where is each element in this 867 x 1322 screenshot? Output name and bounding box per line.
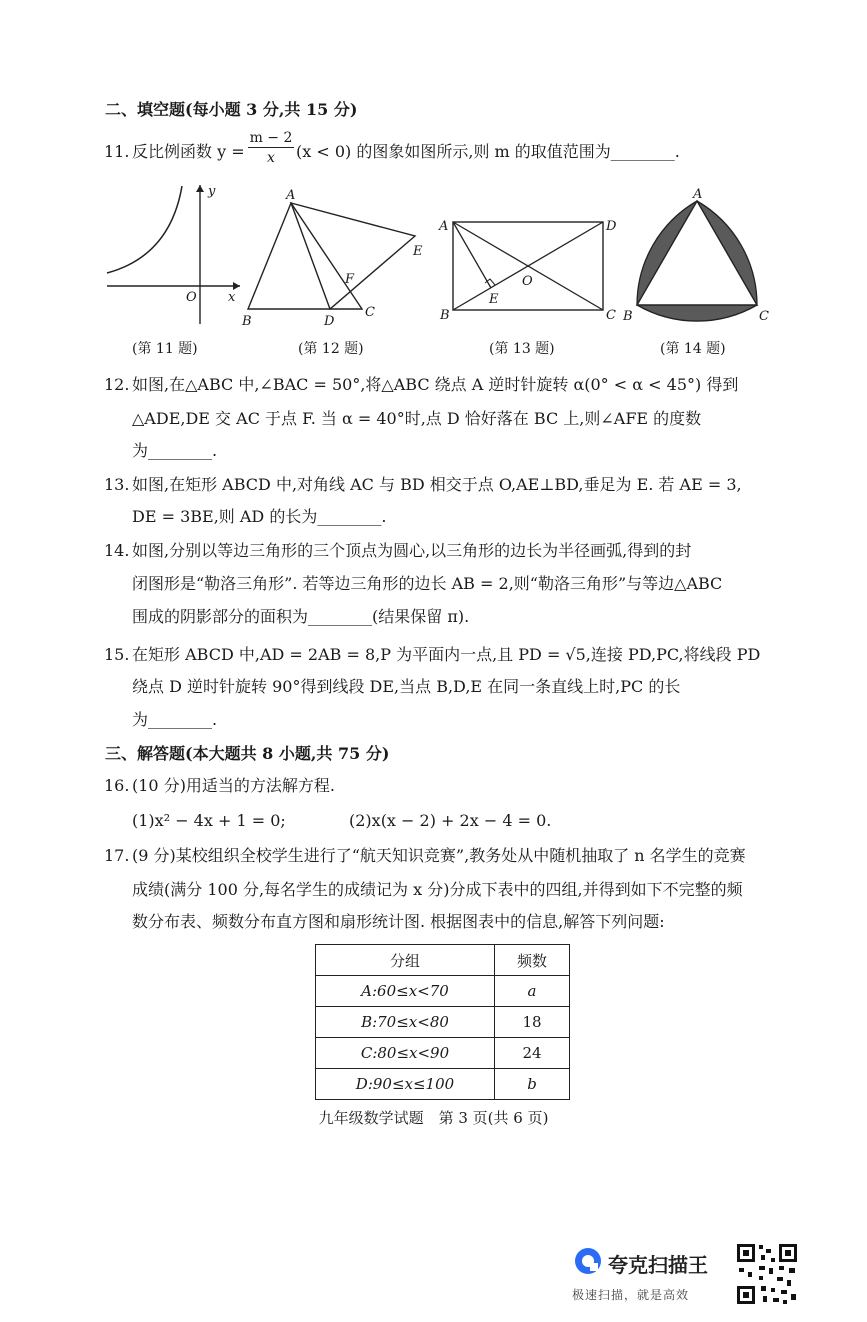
question-11-text-after: (x < 0) 的图象如图所示,则 m 的取值范围为________. (296, 142, 680, 161)
fig12-label-b: B (242, 314, 252, 329)
section-heading-fill-in: 二、填空题(每小题 3 分,共 15 分) (105, 100, 358, 119)
scanner-slogan: 极速扫描，就是高效 (572, 1288, 690, 1302)
question-17-line-3: 数分布表、频数分布直方图和扇形统计图. 根据图表中的信息,解答下列问题: (132, 912, 665, 931)
fig12-label-f: F (345, 272, 355, 287)
question-16-part-1: (1)x² − 4x + 1 = 0; (132, 811, 286, 830)
question-12-line-1: 如图,在△ABC 中,∠BAC = 50°,将△ABC 绕点 A 逆时针旋转 α(0° < α < 45°) 得到 (132, 375, 739, 394)
fig12-label-a: A (286, 188, 296, 203)
fig11-label-o: O (186, 290, 197, 305)
caption-figure-12: (第 12 题) (298, 341, 364, 357)
question-number-17: 17. (104, 846, 130, 865)
table-cell-frequency: 18 (495, 1007, 570, 1038)
question-14-line-1: 如图,分别以等边三角形的三个顶点为圆心,以三角形的边长为半径画弧,得到的封 (132, 541, 692, 560)
question-number-15: 15. (104, 645, 130, 664)
question-12-line-2: △ADE,DE 交 AC 于点 F. 当 α = 40°时,点 D 恰好落在 BC 上,则∠AFE 的度数 (132, 409, 702, 428)
qr-code-icon[interactable] (735, 1242, 799, 1306)
fig13-label-b: B (440, 308, 450, 323)
section-heading-solutions: 三、解答题(本大题共 8 小题,共 75 分) (105, 744, 390, 763)
question-15-line-2: 绕点 D 逆时针旋转 90°得到线段 DE,当点 B,D,E 在同一条直线上时,PC 的长 (132, 677, 681, 696)
table-header-row (316, 945, 570, 976)
table-header-group: 分组 (316, 945, 495, 976)
question-15-line-3: 为________. (132, 710, 218, 729)
fig14-label-b: B (623, 309, 633, 324)
fig12-label-c: C (365, 305, 375, 320)
caption-figure-11: (第 11 题) (132, 341, 198, 357)
caption-figure-13: (第 13 题) (489, 341, 555, 357)
scanner-logo-icon (573, 1246, 603, 1276)
table-cell-frequency: a (495, 976, 570, 1007)
table-cell-group: D:90≤x≤100 (316, 1069, 495, 1100)
question-number-14: 14. (104, 541, 130, 560)
figure-11-hyperbola (100, 178, 245, 328)
fig13-label-e: E (489, 292, 499, 307)
question-13-line-1: 如图,在矩形 ABCD 中,对角线 AC 与 BD 相交于点 O,AE⊥BD,垂足为 E. 若 AE = 3, (132, 475, 742, 494)
caption-figure-14: (第 14 题) (660, 341, 726, 357)
question-number-11: 11. (104, 142, 130, 161)
fig12-label-e: E (413, 244, 423, 259)
question-13-line-2: DE = 3BE,则 AD 的长为________. (132, 507, 387, 526)
question-number-12: 12. (104, 375, 130, 394)
table-cell-group: C:80≤x<90 (316, 1038, 495, 1069)
question-11-text-before: 反比例函数 y = (132, 142, 245, 161)
table-cell-group: A:60≤x<70 (316, 976, 495, 1007)
figure-13-rectangle (436, 212, 621, 327)
table-row (316, 976, 570, 1007)
question-11-fraction-denominator: x (267, 150, 275, 166)
fig13-label-a: A (439, 219, 449, 234)
frequency-distribution-table (315, 944, 570, 1100)
table-header-frequency: 频数 (495, 945, 570, 976)
fig13-label-c: C (606, 308, 616, 323)
table-row (316, 1007, 570, 1038)
question-16-line-1: (10 分)用适当的方法解方程. (132, 776, 336, 795)
fig12-label-d: D (324, 314, 335, 329)
page-footer: 九年级数学试题 第 3 页(共 6 页) (318, 1109, 549, 1127)
fig13-label-d: D (606, 219, 617, 234)
table-row (316, 1069, 570, 1100)
figure-14-reuleaux-triangle (620, 185, 775, 330)
question-number-13: 13. (104, 475, 130, 494)
question-14-line-2: 闭图形是“勒洛三角形”. 若等边三角形的边长 AB = 2,则“勒洛三角形”与等边△ABC (132, 574, 723, 593)
fig11-label-y: y (208, 184, 216, 199)
question-number-16: 16. (104, 776, 130, 795)
scanner-brand-name: 夸克扫描王 (608, 1253, 708, 1277)
question-16-part-2: (2)x(x − 2) + 2x − 4 = 0. (349, 811, 552, 830)
fig14-label-a: A (693, 187, 703, 202)
fig13-label-o: O (522, 274, 533, 289)
table-cell-frequency: b (495, 1069, 570, 1100)
question-15-line-1: 在矩形 ABCD 中,AD = 2AB = 8,P 为平面内一点,且 PD = √5,连接 PD,PC,将线段 PD (132, 645, 761, 664)
table-row (316, 1038, 570, 1069)
question-11-fraction-numerator: m − 2 (249, 130, 293, 146)
fig11-label-x: x (228, 290, 236, 305)
figure-12-triangle-rotation (238, 188, 433, 330)
question-14-line-3: 围成的阴影部分的面积为________(结果保留 π). (132, 607, 470, 626)
table-cell-group: B:70≤x<80 (316, 1007, 495, 1038)
fig14-label-c: C (759, 309, 769, 324)
question-17-line-1: (9 分)某校组织全校学生进行了“航天知识竞赛”,教务处从中随机抽取了 n 名学生的竞赛 (132, 846, 746, 865)
table-cell-frequency: 24 (495, 1038, 570, 1069)
question-17-line-2: 成绩(满分 100 分,每名学生的成绩记为 x 分)分成下表中的四组,并得到如下不完整的频 (132, 880, 743, 899)
question-12-line-3: 为________. (132, 441, 218, 460)
